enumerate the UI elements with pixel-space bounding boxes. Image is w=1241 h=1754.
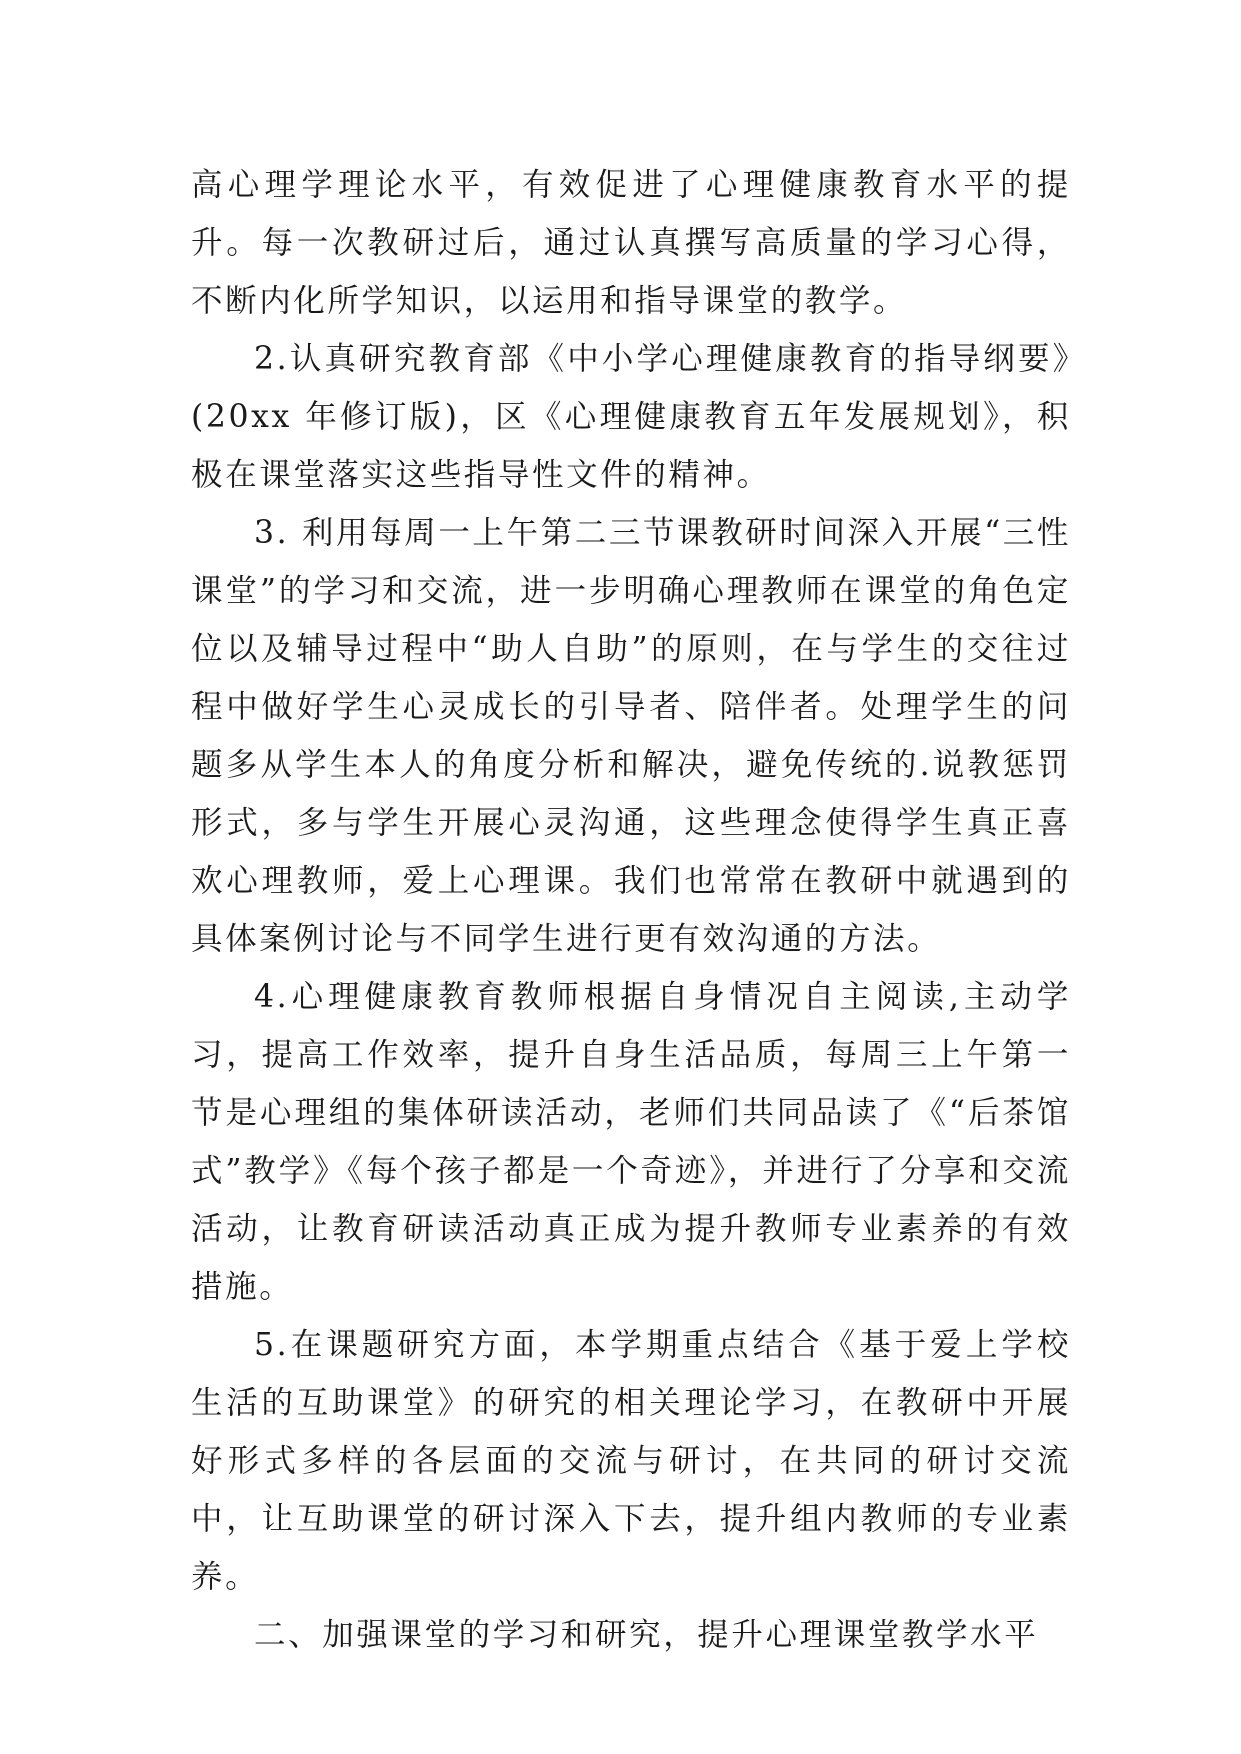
paragraph-item-5: 5.在课题研究方面，本学期重点结合《基于爱上学校生活的互助课堂》的研究的相关理论学习，在教研中开展好形式多样的各层面的交流与研讨，在共同的研讨交流中，让互助课堂的研讨深入下去，提升组内教师的专业素养。 — [191, 1327, 1071, 1595]
paragraph-continuation: 高心理学理论水平，有效促进了心理健康教育水平的提升。每一次教研过后，通过认真撰写高质量的学习心得，不断内化所学知识，以运用和指导课堂的教学。 — [191, 167, 1071, 319]
paragraph-item-4: 4.心理健康教育教师根据自身情况自主阅读,主动学习，提高工作效率，提升自身生活品质，每周三上午第一节是心理组的集体研读活动，老师们共同品读了《“后茶馆式”教学》《每个孩子都是一个奇迹》，并进行了分享和交流活动，让教育研读活动真正成为提升教师专业素养的有效措施。 — [191, 979, 1071, 1305]
paragraph-item-3: 3. 利用每周一上午第二三节课教研时间深入开展“三性课堂”的学习和交流，进一步明确心理教师在课堂的角色定位以及辅导过程中“助人自助”的原则，在与学生的交往过程中做好学生心灵成长的引导者、陪伴者。处理学生的问题多从学生本人的角度分析和解决，避免传统的.说教惩罚形式，多与学生开展心灵沟通，这些理念使得学生真正喜欢心理教师，爱上心理课。我们也常常在教研中就遇到的具体案例讨论与不同学生进行更有效沟通的方法。 — [191, 515, 1071, 957]
section-heading-2: 二、加强课堂的学习和研究，提升心理课堂教学水平 — [254, 1617, 1039, 1653]
paragraph-item-2: 2.认真研究教育部《中小学心理健康教育的指导纲要》(20xx 年修订版)，区《心理健康教育五年发展规划》，积极在课堂落实这些指导性文件的精神。 — [191, 341, 1071, 493]
document-body — [191, 156, 1071, 1664]
